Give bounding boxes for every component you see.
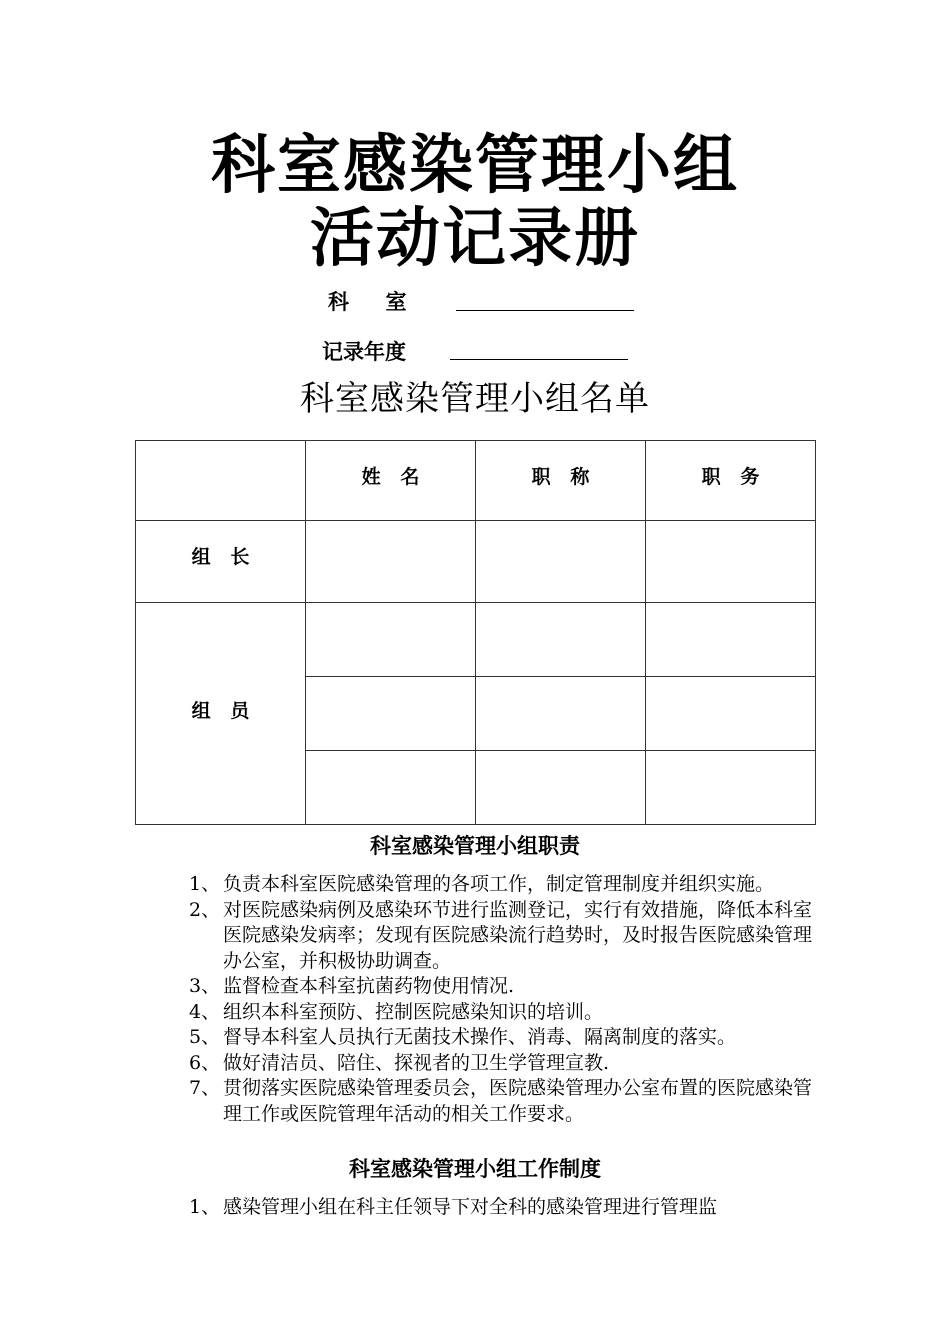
list-item <box>189 1025 829 1051</box>
roster-header-title: 职 称 <box>476 441 646 521</box>
roster-header-corner <box>136 441 306 521</box>
list-item <box>189 1076 829 1127</box>
roster-cell[interactable] <box>306 751 476 825</box>
roster-cell[interactable] <box>306 603 476 677</box>
list-item-text: 组织本科室预防、控制医院感染知识的培训。 <box>223 1000 604 1023</box>
list-item-number: 2、 <box>189 898 221 921</box>
list-item-number: 7、 <box>189 1077 221 1099</box>
record-year-blank-line[interactable] <box>450 359 628 360</box>
list-item-text: 负责本科室医院感染管理的各项工作，制定管理制度并组织实施。 <box>223 873 775 895</box>
roster-header-row <box>136 441 816 521</box>
list-item-number: 6、 <box>189 1051 221 1074</box>
roster-cell[interactable] <box>306 677 476 751</box>
roster-title: 科室感染管理小组名单 <box>300 379 650 419</box>
department-label: 科 室 <box>328 290 407 314</box>
list-item-text: 对医院感染病例及感染环节进行监测登记，实行有效措施，降低本科室医院感染发病率；发现有医院感染流行趋势时，及时报告医院感染管理办公室，并积极协助调查。 <box>223 898 813 972</box>
duties-list <box>189 872 829 1127</box>
roster-cell[interactable] <box>646 751 816 825</box>
roster-leader-row <box>136 521 816 603</box>
list-item-number: 1、 <box>189 873 221 895</box>
roster-cell[interactable] <box>476 603 646 677</box>
document-title-line-1: 科室感染管理小组 <box>211 129 739 203</box>
list-item <box>189 872 829 898</box>
list-item-text: 督导本科室人员执行无菌技术操作、消毒、隔离制度的落实。 <box>223 1026 737 1048</box>
list-item <box>189 974 829 1000</box>
duties-title: 科室感染管理小组职责 <box>370 834 580 858</box>
record-year-label: 记录年度 <box>322 340 406 364</box>
list-item <box>189 1000 829 1026</box>
list-item-text: 做好清洁员、陪住、探视者的卫生学管理宣教. <box>223 1051 610 1074</box>
list-item-number: 3、 <box>189 975 221 997</box>
document-title-line-2: 活动记录册 <box>310 202 640 276</box>
roster-cell[interactable] <box>476 751 646 825</box>
roster-cell[interactable] <box>646 521 816 603</box>
roster-cell[interactable] <box>646 677 816 751</box>
roster-members-label: 组 员 <box>136 603 306 825</box>
roster-header-name: 姓 名 <box>306 441 476 521</box>
roster-cell[interactable] <box>306 521 476 603</box>
roster-header-position: 职 务 <box>646 441 816 521</box>
list-item-number: 1、 <box>189 1196 221 1218</box>
roster-cell[interactable] <box>476 521 646 603</box>
roster-cell[interactable] <box>476 677 646 751</box>
list-item-text: 贯彻落实医院感染管理委员会，医院感染管理办公室布置的医院感染管理工作或医院管理年活动的相关工作要求。 <box>223 1077 813 1125</box>
list-item <box>189 1195 829 1221</box>
rules-list <box>189 1195 829 1221</box>
roster-cell[interactable] <box>646 603 816 677</box>
list-item <box>189 1051 829 1077</box>
list-item-number: 4、 <box>189 1000 221 1023</box>
roster-table <box>135 440 816 825</box>
department-blank-line[interactable] <box>456 310 634 311</box>
list-item <box>189 898 829 975</box>
roster-member-row <box>136 603 816 677</box>
list-item-text: 监督检查本科室抗菌药物使用情况. <box>223 975 515 997</box>
rules-title: 科室感染管理小组工作制度 <box>349 1157 601 1181</box>
list-item-number: 5、 <box>189 1026 221 1048</box>
list-item-text: 感染管理小组在科主任领导下对全科的感染管理进行管理监 <box>223 1196 718 1218</box>
roster-leader-label: 组 长 <box>136 521 306 603</box>
